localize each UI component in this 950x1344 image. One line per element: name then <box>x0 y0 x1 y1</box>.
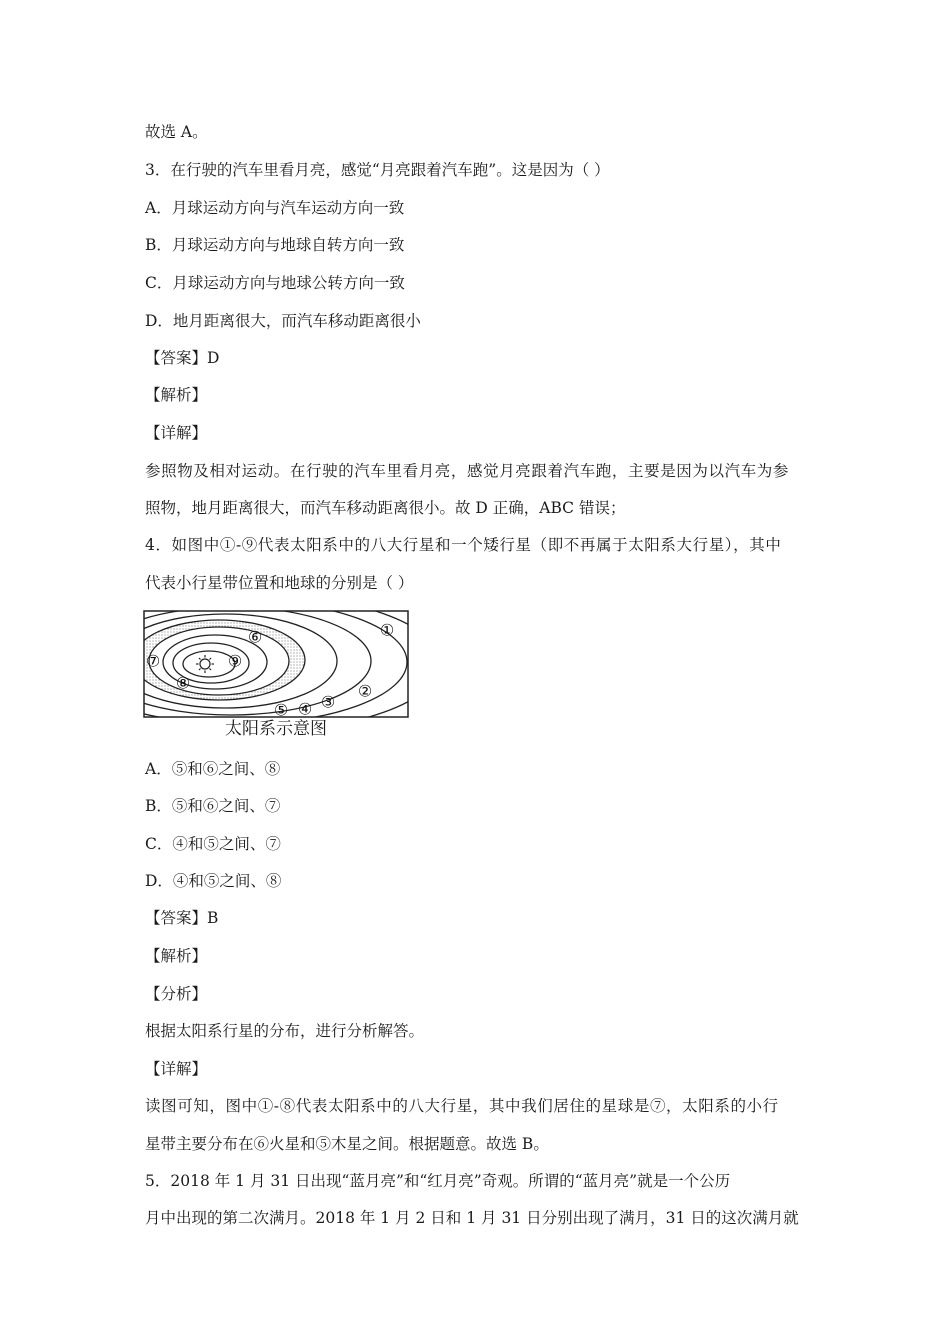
option-c: C．④和⑤之间、⑦ <box>145 835 281 853</box>
option-d: D．④和⑤之间、⑧ <box>145 872 282 890</box>
breakdown-label: 【分析】 <box>145 985 208 1003</box>
option-b: B．月球运动方向与地球自转方向一致 <box>145 236 405 254</box>
planet-label-9: ⑨ <box>227 651 243 671</box>
question-5-stem: 月中出现的第二次满月。2018 年 1 月 2 日和 1 月 31 日分别出现了满月，31 日的这次满月就 <box>145 1209 799 1227</box>
planet-label-7: ⑦ <box>145 651 161 671</box>
breakdown-text: 根据太阳系行星的分布，进行分析解答。 <box>145 1022 425 1040</box>
planet-label-6: ⑥ <box>247 627 263 647</box>
question-4-stem: 代表小行星带位置和地球的分别是（ ） <box>145 574 414 592</box>
text-line: 故选 A。 <box>145 123 208 141</box>
detail-text: 读图可知，图中①-⑧代表太阳系中的八大行星，其中我们居住的星球是⑦，太阳系的小行 <box>145 1097 779 1115</box>
planet-label-5: ⑤ <box>273 700 289 720</box>
answer-label: 【答案】D <box>145 349 220 367</box>
figure-caption: 太阳系示意图 <box>225 719 327 739</box>
detail-label: 【详解】 <box>145 424 208 442</box>
option-d: D．地月距离很大，而汽车移动距离很小 <box>145 312 421 330</box>
planet-label-1: ① <box>379 620 395 640</box>
detail-label: 【详解】 <box>145 1060 208 1078</box>
option-c: C．月球运动方向与地球公转方向一致 <box>145 274 405 292</box>
planet-label-3: ③ <box>320 692 336 712</box>
analysis-label: 【解析】 <box>145 947 208 965</box>
question-4-stem: 4．如图中①-⑨代表太阳系中的八大行星和一个矮行星（即不再属于太阳系大行星），其中 <box>145 536 782 554</box>
option-a: A．月球运动方向与汽车运动方向一致 <box>145 199 405 217</box>
detail-text: 照物，地月距离很大，而汽车移动距离很小。故 D 正确，ABC 错误； <box>145 499 626 517</box>
answer-label: 【答案】B <box>145 909 219 927</box>
detail-text: 参照物及相对运动。在行驶的汽车里看月亮，感觉月亮跟着汽车跑，主要是因为以汽车为参 <box>145 462 790 480</box>
option-a: A．⑤和⑥之间、⑧ <box>145 760 281 778</box>
detail-text: 星带主要分布在⑥火星和⑤木星之间。根据题意。故选 B。 <box>145 1135 549 1153</box>
planet-label-2: ② <box>357 681 373 701</box>
planet-label-4: ④ <box>297 699 313 719</box>
planet-label-8: ⑧ <box>175 673 191 693</box>
option-b: B．⑤和⑥之间、⑦ <box>145 797 281 815</box>
solar-system-figure <box>143 610 409 722</box>
question-3-stem: 3．在行驶的汽车里看月亮，感觉“月亮跟着汽车跑”。这是因为（ ） <box>145 161 610 179</box>
question-5-stem: 5．2018 年 1 月 31 日出现“蓝月亮”和“红月亮”奇观。所谓的“蓝月亮”就是一个公历 <box>145 1172 731 1190</box>
analysis-label: 【解析】 <box>145 386 208 404</box>
